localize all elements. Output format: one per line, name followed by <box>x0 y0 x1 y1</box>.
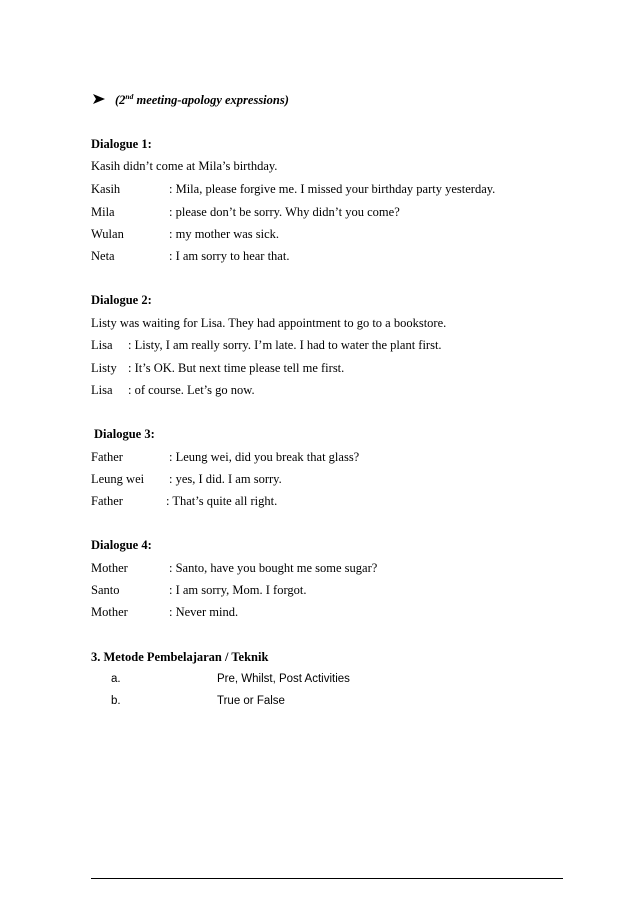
section-3-heading: 3. Metode Pembelajaran / Teknik <box>91 650 269 664</box>
dialogue-2-line: : of course. Let’s go now. <box>128 383 255 397</box>
dialogue-1-line: : please don’t be sorry. Why didn’t you come? <box>169 205 400 219</box>
dialogue-3-line: : Leung wei, did you break that glass? <box>169 450 360 464</box>
dialogue-3-speaker: Leung wei <box>91 472 145 486</box>
section-3-item-text: Pre, Whilst, Post Activities <box>217 673 350 685</box>
dialogue-1-speaker: Mila <box>91 205 115 219</box>
dialogue-4-speaker: Mother <box>91 605 128 619</box>
dialogue-3-title: Dialogue 3: <box>94 427 155 441</box>
section-3-item-marker: a. <box>111 673 121 685</box>
dialogue-1-line: : my mother was sick. <box>169 227 280 241</box>
arrow-bullet-icon <box>92 92 106 106</box>
dialogue-1-speaker: Wulan <box>91 227 124 241</box>
dialogue-2-speaker: Lisa <box>91 338 113 352</box>
dialogue-3-line: : yes, I did. I am sorry. <box>169 472 282 486</box>
dialogue-1-intro: Kasih didn’t come at Mila’s birthday. <box>91 159 278 173</box>
section-3-item-text: True or False <box>217 695 285 707</box>
dialogue-4-speaker: Mother <box>91 561 128 575</box>
dialogue-3-line: : That’s quite all right. <box>166 494 278 508</box>
section-3-item-marker: b. <box>111 695 121 707</box>
dialogue-3-speaker: Father <box>91 450 123 464</box>
header-paren-open: (2 <box>115 93 126 107</box>
header-rest: meeting-apology expressions) <box>133 93 289 107</box>
dialogue-2-intro: Listy was waiting for Lisa. They had appointment to go to a bookstore. <box>91 316 447 330</box>
footer-divider <box>91 878 563 879</box>
dialogue-1-speaker: Neta <box>91 249 115 263</box>
dialogue-1-title: Dialogue 1: <box>91 137 152 151</box>
dialogue-2-speaker: Lisa <box>91 383 113 397</box>
dialogue-4-line: : Never mind. <box>169 605 239 619</box>
header-superscript: nd <box>125 91 134 101</box>
dialogue-4-line: : Santo, have you bought me some sugar? <box>169 561 378 575</box>
dialogue-4-line: : I am sorry, Mom. I forgot. <box>169 583 307 597</box>
dialogue-2-line: : Listy, I am really sorry. I’m late. I had to water the plant first. <box>128 338 442 352</box>
dialogue-3-speaker: Father <box>91 494 123 508</box>
dialogue-1-line: : I am sorry to hear that. <box>169 249 290 263</box>
dialogue-1-speaker: Kasih <box>91 182 121 196</box>
section-header <box>115 93 289 107</box>
dialogue-4-title: Dialogue 4: <box>91 538 152 552</box>
dialogue-1-line: : Mila, please forgive me. I missed your birthday party yesterday. <box>169 182 496 196</box>
dialogue-2-speaker: Listy <box>91 361 117 375</box>
dialogue-4-speaker: Santo <box>91 583 120 597</box>
dialogue-2-title: Dialogue 2: <box>91 293 152 307</box>
dialogue-2-line: : It’s OK. But next time please tell me first. <box>128 361 345 375</box>
